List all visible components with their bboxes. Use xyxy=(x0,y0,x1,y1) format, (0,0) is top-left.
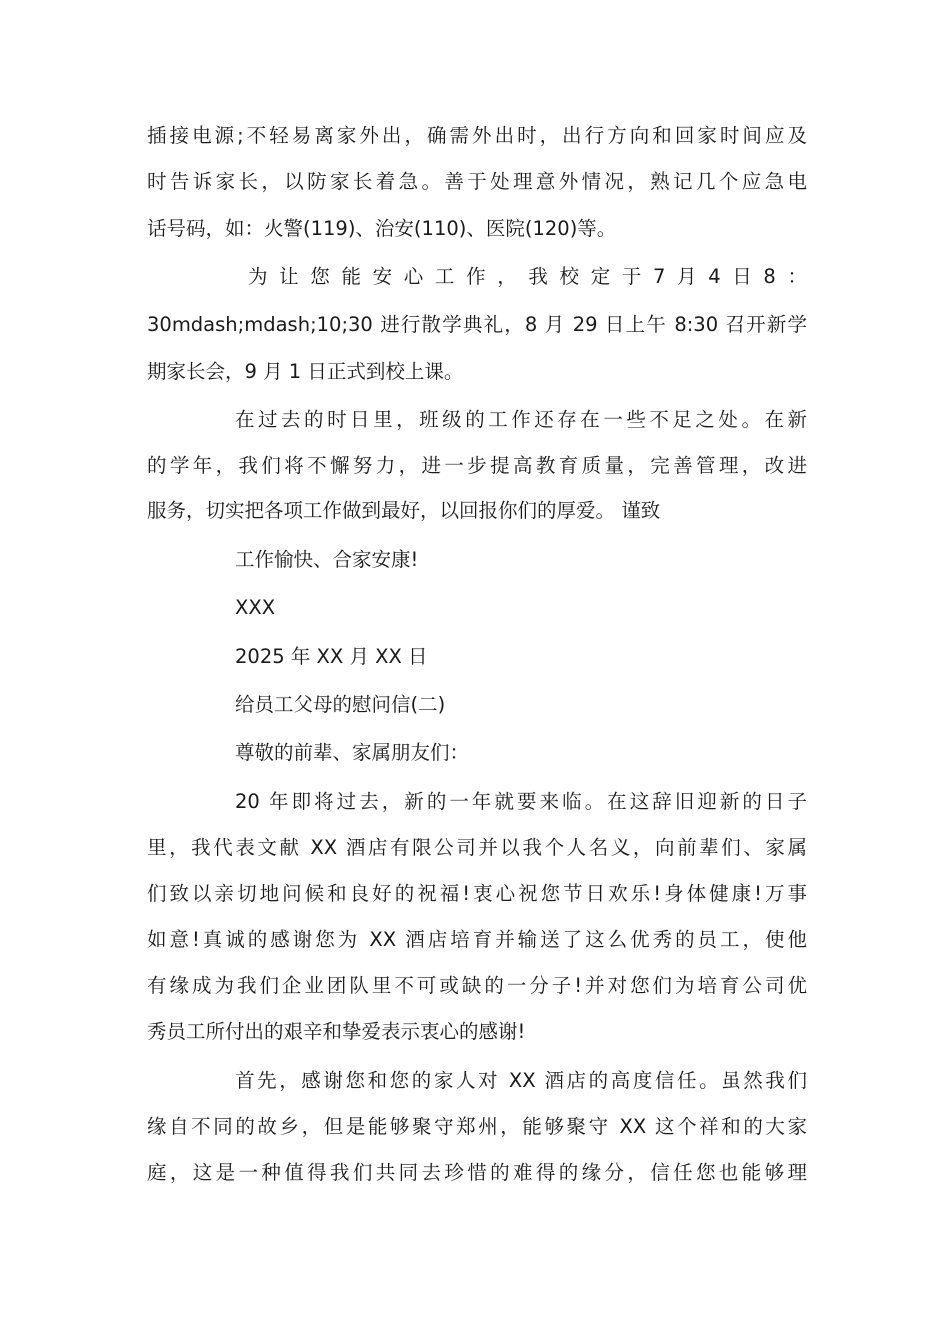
text-line: 20 年即将过去，新的一年就要来临。在这辞旧迎新的日子 xyxy=(235,790,807,813)
text-line: 2025 年 XX 月 XX 日 xyxy=(235,645,428,668)
text-line: 们致以亲切地问候和良好的祝福!衷心祝您节日欢乐!身体健康!万事 xyxy=(147,882,807,905)
salutation: 尊敬的前辈、家属朋友们： xyxy=(235,741,470,764)
text-line: 工作愉快、合家安康! xyxy=(235,548,419,571)
text-line: 30mdash;mdash;10;30 进行散学典礼，8 月 29 日上午 8:30 召开新学 xyxy=(147,313,807,336)
text-line: 有缘成为我们企业团队里不可或缺的一分子!并对您们为培育公司优 xyxy=(147,974,807,997)
text-line: 首先，感谢您和您的家人对 XX 酒店的高度信任。虽然我们 xyxy=(235,1069,807,1092)
text-line: 时告诉家长，以防家长着急。善于处理意外情况，熟记几个应急电 xyxy=(147,170,807,193)
text-line: 插接电源;不轻易离家外出，确需外出时，出行方向和回家时间应及 xyxy=(147,124,807,147)
section-title: 给员工父母的慰问信(二) xyxy=(235,693,446,716)
text-line: 服务，切实把各项工作做到最好，以回报你们的厚爱。 谨致 xyxy=(147,499,661,522)
text-line: 如意!真诚的感谢您为 XX 酒店培育并输送了这么优秀的员工，使他 xyxy=(147,928,807,951)
text-line: XXX xyxy=(235,596,276,619)
text-line: 秀员工所付出的艰辛和挚爱表示衷心的感谢! xyxy=(147,1020,526,1043)
text-line: 话号码，如：火警(119)、治安(110)、医院(120)等。 xyxy=(147,217,617,240)
text-line: 缘自不同的故乡，但是能够聚守郑州，能够聚守 XX 这个祥和的大家 xyxy=(147,1115,807,1138)
text-line: 里，我代表文献 XX 酒店有限公司并以我个人名义，向前辈们、家属 xyxy=(147,836,807,859)
text-line: 庭，这是一种值得我们共同去珍惜的难得的缘分，信任您也能够理 xyxy=(147,1161,807,1184)
text-line: 期家长会，9 月 1 日正式到校上课。 xyxy=(147,360,464,383)
text-line: 的学年，我们将不懈努力，进一步提高教育质量，完善管理，改进 xyxy=(147,454,807,477)
text-line: 在过去的时日里，班级的工作还存在一些不足之处。在新 xyxy=(235,408,807,431)
text-line: 为让您能安心工作，我校定于7月4日8： xyxy=(248,265,807,288)
